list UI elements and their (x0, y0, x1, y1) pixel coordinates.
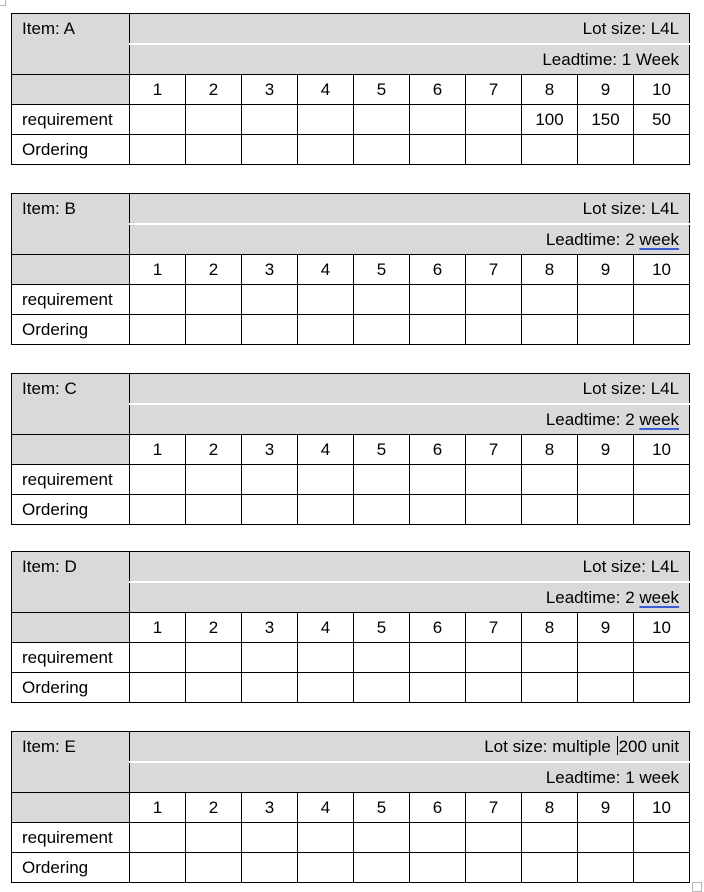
requirement-cell-period-2[interactable] (186, 285, 242, 315)
requirement-cell-period-2[interactable] (186, 643, 242, 673)
mrp-table-item-d (11, 551, 690, 703)
period-header-2: 2 (186, 255, 242, 285)
ordering-cell-period-10[interactable] (634, 673, 690, 703)
requirement-cell-period-9[interactable]: 150 (578, 105, 634, 135)
period-header-1: 1 (130, 75, 186, 105)
period-header-8: 8 (522, 613, 578, 643)
requirement-cell-period-7[interactable] (466, 823, 522, 853)
ordering-cell-period-8[interactable] (522, 315, 578, 345)
period-header-9: 9 (578, 793, 634, 823)
period-header-4: 4 (298, 255, 354, 285)
requirement-cell-period-3[interactable] (242, 643, 298, 673)
ordering-cell-period-1[interactable] (130, 135, 186, 165)
period-header-6: 6 (410, 75, 466, 105)
period-header-1: 1 (130, 613, 186, 643)
period-header-7: 7 (466, 255, 522, 285)
period-header-7: 7 (466, 613, 522, 643)
period-header-8: 8 (522, 793, 578, 823)
ordering-cell-period-3[interactable] (242, 495, 298, 525)
item-label: Item: C (22, 379, 77, 398)
period-header-corner (12, 613, 130, 643)
item-label-cell[interactable] (12, 732, 130, 793)
requirement-cell-period-4[interactable] (298, 285, 354, 315)
period-header-3: 3 (242, 255, 298, 285)
period-header-9: 9 (578, 255, 634, 285)
ordering-cell-period-2[interactable] (186, 315, 242, 345)
requirement-cell-period-8[interactable] (522, 465, 578, 495)
mrp-table-item-e (11, 731, 690, 883)
ordering-cell-period-7[interactable] (466, 853, 522, 883)
period-header-8: 8 (522, 75, 578, 105)
leadtime-unit: week (639, 230, 680, 249)
ordering-cell-period-2[interactable] (186, 135, 242, 165)
item-label: Item: B (22, 199, 76, 218)
period-header-3: 3 (242, 613, 298, 643)
ordering-cell-period-6[interactable] (410, 853, 466, 883)
ordering-cell-period-7[interactable] (466, 495, 522, 525)
requirement-row-label: requirement (12, 285, 130, 315)
requirement-cell-period-9[interactable] (578, 643, 634, 673)
period-header-3: 3 (242, 435, 298, 465)
ordering-cell-period-9[interactable] (578, 495, 634, 525)
requirement-cell-period-9[interactable] (578, 465, 634, 495)
ordering-cell-period-9[interactable] (578, 853, 634, 883)
item-label: Item: A (22, 19, 75, 38)
ordering-cell-period-1[interactable] (130, 315, 186, 345)
ordering-row-label: Ordering (12, 315, 130, 345)
mrp-table-item-b (11, 193, 690, 345)
requirement-cell-period-1[interactable] (130, 285, 186, 315)
period-header-7: 7 (466, 793, 522, 823)
leadtime-unit: week (639, 410, 680, 429)
ordering-cell-period-7[interactable] (466, 673, 522, 703)
requirement-cell-period-4[interactable] (298, 105, 354, 135)
period-header-4: 4 (298, 793, 354, 823)
period-header-5: 5 (354, 613, 410, 643)
lot-size-text: Lot size: L4L (582, 199, 680, 218)
ordering-cell-period-5[interactable] (354, 495, 410, 525)
requirement-cell-period-6[interactable] (410, 285, 466, 315)
ordering-cell-period-9[interactable] (578, 315, 634, 345)
ordering-cell-period-10[interactable] (634, 495, 690, 525)
leadtime-cell[interactable] (130, 404, 690, 435)
period-header-10: 10 (634, 75, 690, 105)
requirement-cell-period-7[interactable] (466, 643, 522, 673)
period-header-1: 1 (130, 435, 186, 465)
leadtime-text: Leadtime: 1 (545, 768, 640, 787)
ordering-cell-period-8[interactable] (522, 495, 578, 525)
period-header-7: 7 (466, 75, 522, 105)
ordering-cell-period-1[interactable] (130, 853, 186, 883)
requirement-cell-period-3[interactable] (242, 465, 298, 495)
period-header-10: 10 (634, 255, 690, 285)
period-header-2: 2 (186, 435, 242, 465)
ordering-cell-period-8[interactable] (522, 673, 578, 703)
period-header-3: 3 (242, 75, 298, 105)
lot-size-text: Lot size: L4L (582, 557, 680, 576)
lot-size-cell[interactable] (130, 374, 690, 405)
period-header-1: 1 (130, 793, 186, 823)
period-header-1: 1 (130, 255, 186, 285)
ordering-cell-period-6[interactable] (410, 315, 466, 345)
ordering-cell-period-2[interactable] (186, 853, 242, 883)
mrp-table-item-c (11, 373, 690, 525)
ordering-cell-period-10[interactable] (634, 853, 690, 883)
ordering-row-label: Ordering (12, 135, 130, 165)
period-header-6: 6 (410, 255, 466, 285)
ordering-cell-period-5[interactable] (354, 135, 410, 165)
requirement-row-label: requirement (12, 105, 130, 135)
requirement-cell-period-3[interactable] (242, 285, 298, 315)
ordering-cell-period-1[interactable] (130, 495, 186, 525)
ordering-cell-period-7[interactable] (466, 135, 522, 165)
requirement-cell-period-7[interactable] (466, 105, 522, 135)
leadtime-cell[interactable] (130, 762, 690, 793)
ordering-cell-period-4[interactable] (298, 853, 354, 883)
period-header-5: 5 (354, 255, 410, 285)
leadtime-text: Leadtime: 2 (545, 230, 640, 249)
item-label-cell[interactable] (12, 194, 130, 255)
requirement-cell-period-1[interactable] (130, 465, 186, 495)
requirement-cell-period-10[interactable] (634, 643, 690, 673)
ordering-cell-period-2[interactable] (186, 673, 242, 703)
period-header-6: 6 (410, 793, 466, 823)
ordering-cell-period-9[interactable] (578, 673, 634, 703)
ordering-row-label: Ordering (12, 673, 130, 703)
leadtime-text: Leadtime: 2 (545, 410, 640, 429)
page-corner-mark-top-left (0, 0, 6, 6)
period-header-4: 4 (298, 613, 354, 643)
requirement-cell-period-1[interactable] (130, 823, 186, 853)
ordering-cell-period-3[interactable] (242, 135, 298, 165)
ordering-cell-period-5[interactable] (354, 853, 410, 883)
ordering-cell-period-6[interactable] (410, 495, 466, 525)
ordering-cell-period-8[interactable] (522, 135, 578, 165)
ordering-cell-period-3[interactable] (242, 315, 298, 345)
period-header-4: 4 (298, 75, 354, 105)
ordering-cell-period-3[interactable] (242, 673, 298, 703)
requirement-cell-period-10[interactable] (634, 465, 690, 495)
period-header-corner (12, 75, 130, 105)
requirement-row-label: requirement (12, 643, 130, 673)
requirement-cell-period-8[interactable]: 100 (522, 105, 578, 135)
lot-size-text: Lot size: L4L (582, 19, 680, 38)
leadtime-text: Leadtime: 2 (545, 588, 640, 607)
period-header-10: 10 (634, 793, 690, 823)
ordering-row-label: Ordering (12, 495, 130, 525)
requirement-cell-period-1[interactable] (130, 105, 186, 135)
item-label-cell[interactable] (12, 374, 130, 435)
leadtime-unit: week (639, 768, 680, 787)
requirement-cell-period-10[interactable] (634, 285, 690, 315)
ordering-cell-period-10[interactable] (634, 135, 690, 165)
ordering-cell-period-4[interactable] (298, 673, 354, 703)
requirement-cell-period-10[interactable] (634, 823, 690, 853)
period-header-corner (12, 255, 130, 285)
requirement-cell-period-6[interactable] (410, 823, 466, 853)
leadtime-text: Leadtime: 1 (542, 50, 636, 69)
requirement-cell-period-7[interactable] (466, 285, 522, 315)
page-corner-mark-bottom-right (692, 882, 702, 892)
requirement-cell-period-6[interactable] (410, 465, 466, 495)
ordering-cell-period-2[interactable] (186, 495, 242, 525)
ordering-cell-period-3[interactable] (242, 853, 298, 883)
period-header-6: 6 (410, 435, 466, 465)
requirement-cell-period-3[interactable] (242, 105, 298, 135)
period-header-10: 10 (634, 613, 690, 643)
ordering-cell-period-4[interactable] (298, 135, 354, 165)
requirement-cell-period-6[interactable] (410, 105, 466, 135)
period-header-corner (12, 435, 130, 465)
requirement-cell-period-9[interactable] (578, 285, 634, 315)
ordering-cell-period-8[interactable] (522, 853, 578, 883)
period-header-5: 5 (354, 435, 410, 465)
lot-size-text: Lot size: L4L (582, 379, 680, 398)
requirement-cell-period-6[interactable] (410, 643, 466, 673)
leadtime-unit: week (639, 588, 680, 607)
period-header-5: 5 (354, 793, 410, 823)
requirement-cell-period-4[interactable] (298, 823, 354, 853)
period-header-3: 3 (242, 793, 298, 823)
period-header-corner (12, 793, 130, 823)
requirement-cell-period-4[interactable] (298, 643, 354, 673)
requirement-cell-period-10[interactable]: 50 (634, 105, 690, 135)
lot-size-cell[interactable] (130, 732, 690, 763)
requirement-cell-period-9[interactable] (578, 823, 634, 853)
requirement-cell-period-5[interactable] (354, 643, 410, 673)
requirement-cell-period-5[interactable] (354, 285, 410, 315)
requirement-cell-period-2[interactable] (186, 105, 242, 135)
ordering-row-label: Ordering (12, 853, 130, 883)
ordering-cell-period-10[interactable] (634, 315, 690, 345)
ordering-cell-period-9[interactable] (578, 135, 634, 165)
requirement-cell-period-1[interactable] (130, 643, 186, 673)
requirement-cell-period-8[interactable] (522, 823, 578, 853)
period-header-2: 2 (186, 613, 242, 643)
requirement-cell-period-5[interactable] (354, 465, 410, 495)
mrp-table-item-a (11, 13, 690, 165)
period-header-10: 10 (634, 435, 690, 465)
lot-size-cell[interactable] (130, 552, 690, 583)
ordering-cell-period-6[interactable] (410, 135, 466, 165)
ordering-cell-period-6[interactable] (410, 673, 466, 703)
item-label-cell[interactable] (12, 14, 130, 75)
leadtime-cell[interactable] (130, 224, 690, 255)
ordering-cell-period-5[interactable] (354, 673, 410, 703)
requirement-cell-period-2[interactable] (186, 465, 242, 495)
leadtime-cell[interactable] (130, 44, 690, 75)
ordering-cell-period-1[interactable] (130, 673, 186, 703)
period-header-9: 9 (578, 435, 634, 465)
requirement-cell-period-7[interactable] (466, 465, 522, 495)
item-label-cell[interactable] (12, 552, 130, 613)
leadtime-unit: Week (635, 50, 680, 69)
ordering-cell-period-4[interactable] (298, 315, 354, 345)
requirement-cell-period-4[interactable] (298, 465, 354, 495)
requirement-cell-period-8[interactable] (522, 285, 578, 315)
lot-size-cell[interactable] (130, 14, 690, 45)
period-header-7: 7 (466, 435, 522, 465)
requirement-cell-period-5[interactable] (354, 823, 410, 853)
requirement-cell-period-8[interactable] (522, 643, 578, 673)
period-header-2: 2 (186, 793, 242, 823)
period-header-8: 8 (522, 255, 578, 285)
requirement-cell-period-2[interactable] (186, 823, 242, 853)
period-header-4: 4 (298, 435, 354, 465)
lot-size-cell[interactable] (130, 194, 690, 225)
requirement-cell-period-5[interactable] (354, 105, 410, 135)
ordering-cell-period-4[interactable] (298, 495, 354, 525)
period-header-8: 8 (522, 435, 578, 465)
period-header-9: 9 (578, 613, 634, 643)
ordering-cell-period-5[interactable] (354, 315, 410, 345)
item-label: Item: E (22, 737, 76, 756)
period-header-5: 5 (354, 75, 410, 105)
item-label: Item: D (22, 557, 77, 576)
lot-size-text: Lot size: multiple 200 unit (484, 737, 680, 756)
ordering-cell-period-7[interactable] (466, 315, 522, 345)
leadtime-cell[interactable] (130, 582, 690, 613)
requirement-row-label: requirement (12, 465, 130, 495)
text-cursor (617, 736, 618, 755)
requirement-cell-period-3[interactable] (242, 823, 298, 853)
requirement-row-label: requirement (12, 823, 130, 853)
period-header-2: 2 (186, 75, 242, 105)
period-header-9: 9 (578, 75, 634, 105)
period-header-6: 6 (410, 613, 466, 643)
